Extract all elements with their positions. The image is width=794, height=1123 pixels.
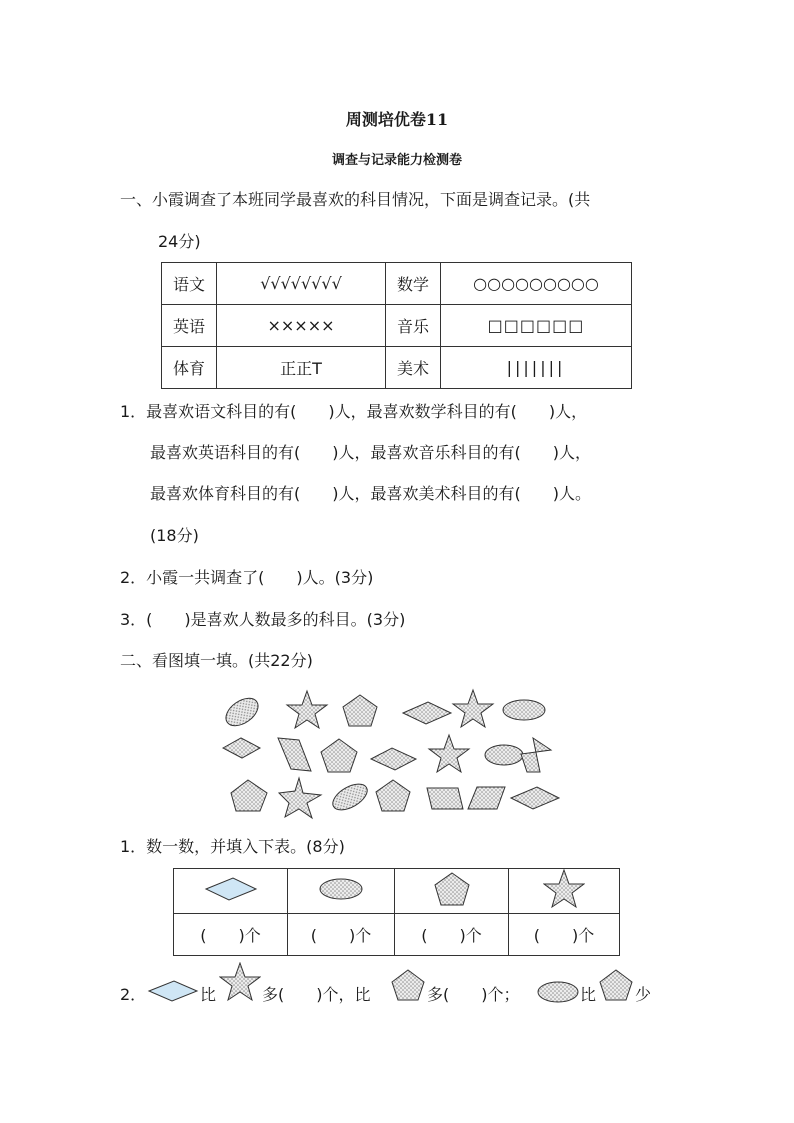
pentagon-icon — [432, 871, 472, 907]
section1-heading: 一、小霞调查了本班同学最喜欢的科目情况，下面是调查记录。(共 — [120, 190, 591, 209]
star-shape — [279, 778, 321, 818]
compare-text-2: 多( )个； — [427, 985, 520, 1004]
diamond-count-cell: ( )个 — [174, 914, 288, 956]
compare-word-shao: 少 — [635, 985, 652, 1004]
ellipse-icon — [316, 876, 366, 902]
compare-text-1: 多( )个，比 — [262, 985, 371, 1004]
pentagon-icon — [598, 969, 634, 1002]
star-shape — [453, 690, 493, 727]
section2-heading: 二、看图填一填。(共22分) — [120, 651, 313, 670]
pentagon-shape — [343, 695, 377, 726]
section2-question-1: 1．数一数，并填入下表。(8分) — [120, 837, 345, 856]
section2-question-2-number: 2． — [120, 985, 147, 1004]
star-count-cell: ( )个 — [509, 914, 620, 956]
star-shape — [429, 735, 469, 772]
subject-math: 数学 — [386, 263, 441, 305]
subject-chinese: 语文 — [162, 263, 217, 305]
compare-word-bi-2: 比 — [580, 985, 597, 1004]
ellipse-count-cell: ( )个 — [288, 914, 395, 956]
star-shape — [287, 691, 327, 728]
pentagon-shape — [521, 738, 551, 772]
subject-music: 音乐 — [386, 305, 441, 347]
table-row — [162, 305, 632, 347]
star-header-cell — [509, 869, 620, 914]
star-icon — [219, 962, 261, 1002]
count-table — [173, 868, 620, 956]
tally-math: ○○○○○○○○○ — [441, 263, 632, 305]
table-row — [162, 347, 632, 389]
tally-music: □□□□□□ — [441, 305, 632, 347]
diamond-icon — [147, 979, 199, 1003]
ellipse-header-cell — [288, 869, 395, 914]
pentagon-header-cell — [395, 869, 509, 914]
diamond-shape — [427, 788, 463, 809]
ellipse-shape — [485, 745, 523, 765]
compare-word-bi: 比 — [200, 985, 217, 1004]
pentagon-count-cell: ( )个 — [395, 914, 509, 956]
question-1-line1: 1．最喜欢语文科目的有( )人，最喜欢数学科目的有( )人， — [120, 402, 588, 421]
ellipse-icon — [536, 980, 580, 1004]
star-icon — [543, 869, 585, 909]
table-row — [162, 263, 632, 305]
diamond-shape — [403, 702, 451, 724]
ellipse-shape — [503, 700, 545, 720]
question-1-score: (18分) — [150, 526, 199, 545]
page-title: 周测培优卷11 — [345, 110, 449, 129]
diamond-shape — [468, 787, 505, 809]
shapes-picture — [215, 685, 565, 820]
ellipse-shape — [329, 779, 372, 815]
subject-art: 美术 — [386, 347, 441, 389]
ellipse-shape — [221, 693, 263, 732]
pentagon-shape — [376, 780, 410, 811]
table-row — [174, 869, 620, 914]
question-2: 2．小霞一共调查了( )人。(3分) — [120, 568, 374, 587]
diamond-shape — [223, 738, 260, 758]
tally-art: ||||||| — [441, 347, 632, 389]
diamond-shape — [278, 738, 311, 771]
pentagon-shape — [321, 739, 357, 772]
tally-chinese: √√√√√√√√ — [217, 263, 386, 305]
pentagon-icon — [390, 969, 426, 1002]
tally-pe: 正正T — [217, 347, 386, 389]
subject-pe: 体育 — [162, 347, 217, 389]
pentagon-shape — [231, 780, 267, 811]
diamond-shape — [371, 748, 416, 770]
page-subtitle: 调查与记录能力检测卷 — [331, 153, 462, 168]
tally-english: ××××× — [217, 305, 386, 347]
question-3: 3．( )是喜欢人数最多的科目。(3分) — [120, 610, 406, 629]
table-row — [174, 914, 620, 956]
subject-english: 英语 — [162, 305, 217, 347]
diamond-header-cell — [174, 869, 288, 914]
question-1-line2: 最喜欢英语科目的有( )人，最喜欢音乐科目的有( )人， — [150, 443, 591, 462]
survey-record-table — [161, 262, 632, 389]
section1-heading-score: 24分) — [158, 232, 201, 251]
diamond-icon — [203, 874, 259, 904]
question-1-line3: 最喜欢体育科目的有( )人，最喜欢美术科目的有( )人。 — [150, 484, 591, 503]
diamond-shape — [511, 787, 559, 809]
